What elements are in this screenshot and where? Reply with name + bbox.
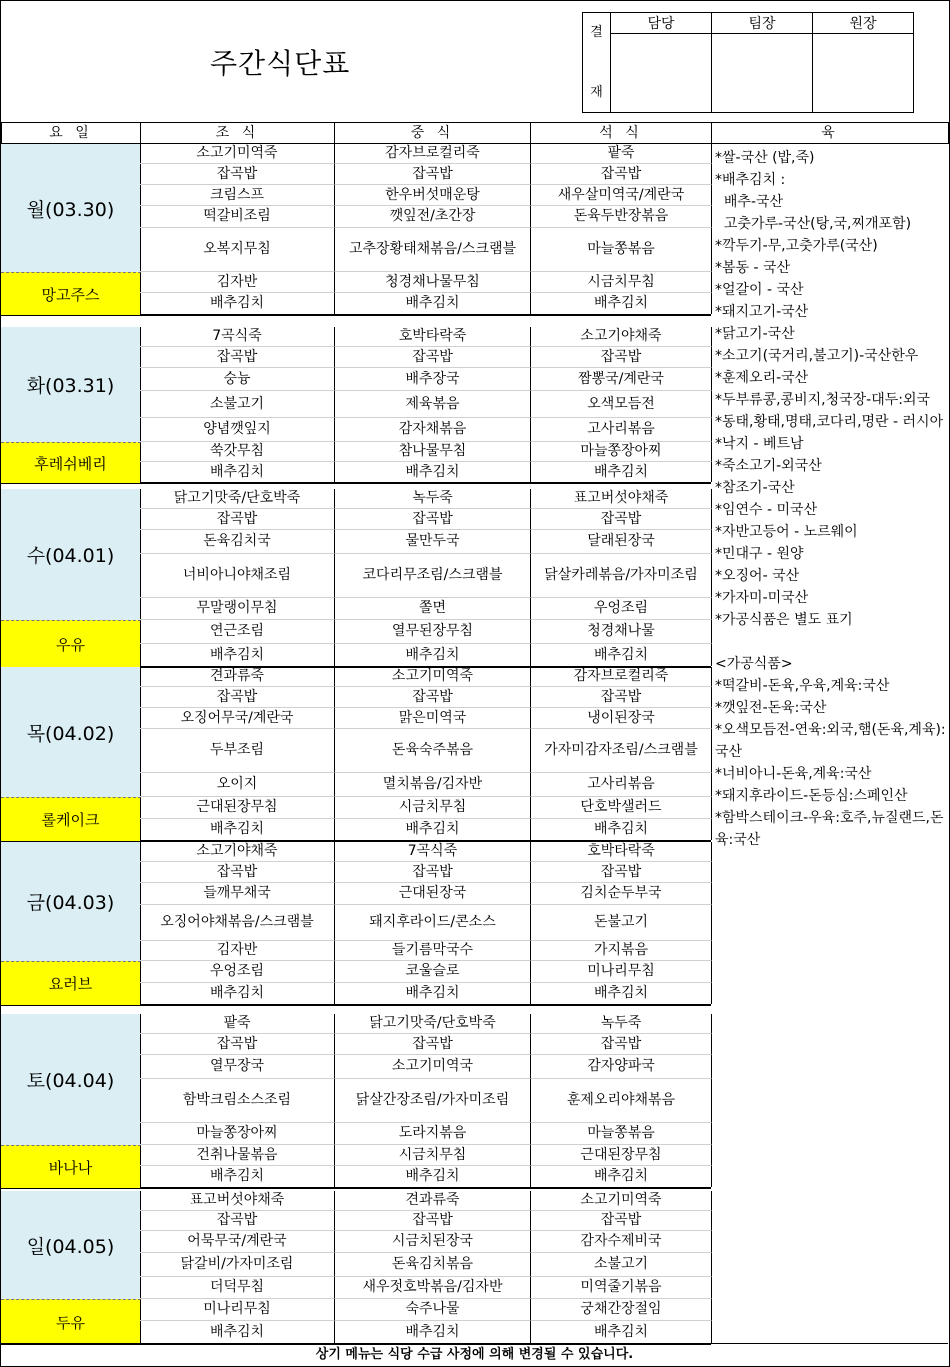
dinner-menu-item: 잡곡밥 (531, 687, 712, 708)
lunch-menu-item: 배추김치 (335, 462, 531, 482)
dessert-label: 요러브 (1, 961, 141, 1005)
dinner-menu-item: 근대된장무침 (531, 1145, 712, 1166)
lunch-menu-item: 배추김치 (335, 1321, 531, 1343)
lunch-menu-item: 잡곡밥 (335, 1211, 531, 1231)
lunch-menu-item: 배추김치 (335, 983, 531, 1004)
origin-note-line: *가공식품은 별도 표기 (715, 612, 853, 628)
dinner-menu-item: 녹두죽 (531, 1014, 712, 1034)
header-lunch: 중 식 (334, 122, 531, 144)
lunch-menu-item: 잡곡밥 (335, 1034, 531, 1055)
dinner-menu-item: 돈육두반장볶음 (531, 206, 712, 228)
origin-note-line: 고춧가루-국산(탕,국,찌개포함) (715, 216, 912, 232)
origin-note-line: 배추-국산 (715, 194, 784, 210)
breakfast-menu-item: 배추김치 (140, 644, 335, 666)
breakfast-menu-item: 잡곡밥 (140, 347, 335, 368)
lunch-menu-item: 한우버섯매운탕 (335, 185, 531, 206)
lunch-menu-item: 숙주나물 (335, 1299, 531, 1321)
dessert-label: 롤케이크 (1, 797, 141, 841)
lunch-menu-item: 시금치된장국 (335, 1231, 531, 1253)
dinner-menu-item: 소불고기 (531, 1253, 712, 1277)
dinner-menu-item: 잡곡밥 (531, 164, 712, 185)
lunch-menu-item: 잡곡밥 (335, 347, 531, 368)
lunch-menu-item: 배추김치 (335, 293, 531, 314)
approval-box (582, 12, 914, 113)
breakfast-menu-item: 오이지 (140, 773, 335, 797)
origin-note-line: *죽소고기-외국산 (715, 458, 822, 474)
lunch-menu-item: 배추김치 (335, 1166, 531, 1187)
signature-box-team-lead[interactable] (712, 34, 813, 113)
dinner-menu-item: 마늘쫑볶음 (531, 1123, 712, 1145)
dinner-menu-item: 감자브로컬리죽 (531, 667, 712, 687)
breakfast-menu-item: 떡갈비조림 (140, 206, 335, 228)
breakfast-menu-item: 잡곡밥 (140, 687, 335, 708)
dinner-menu-item: 훈제오리야채볶음 (531, 1079, 712, 1123)
dinner-menu-item: 가자미감자조림/스크램블 (531, 729, 712, 773)
origin-notes (712, 144, 948, 1343)
origin-note-line: *동태,황태,명태,코다리,명란 - 러시아 (715, 414, 944, 430)
approval-header-director: 원장 (813, 13, 914, 34)
origin-note-line: <가공식품> (715, 656, 793, 672)
approval-header-staff: 담당 (611, 13, 712, 34)
dinner-menu-item: 잡곡밥 (531, 1211, 712, 1231)
origin-note-line: *돼지후라이드-돈등심:스페인산 (715, 788, 908, 804)
origin-note-line: *떡갈비-돈육,우육,계육:국산 (715, 678, 890, 694)
breakfast-menu-item: 배추김치 (140, 1166, 335, 1187)
lunch-menu-item: 잡곡밥 (335, 862, 531, 883)
signature-box-staff[interactable] (611, 34, 712, 113)
lunch-menu-item: 돈육숙주볶음 (335, 729, 531, 773)
breakfast-menu-item: 잡곡밥 (140, 164, 335, 185)
breakfast-menu-item: 크림스프 (140, 185, 335, 206)
dinner-menu-item: 시금치무침 (531, 272, 712, 293)
lunch-menu-item: 감자브로컬리죽 (335, 144, 531, 164)
origin-note-line: *배추김치 : (715, 172, 786, 188)
day-label: 일(04.05) (1, 1191, 141, 1299)
dinner-menu-item: 배추김치 (531, 983, 712, 1004)
lunch-menu-item: 돼지후라이드/콘소스 (335, 905, 531, 941)
breakfast-menu-item: 견과류죽 (140, 667, 335, 687)
origin-note-line: *두부류콩,콩비지,청국장-대두:외국 (715, 392, 931, 408)
breakfast-menu-item: 함박크림소스조림 (140, 1079, 335, 1123)
lunch-menu-item: 잡곡밥 (335, 687, 531, 708)
lunch-menu-item: 참나물무침 (335, 442, 531, 462)
origin-note-line: *너비아니-돈육,계육:국산 (715, 766, 872, 782)
lunch-menu-item: 쫄면 (335, 598, 531, 620)
breakfast-menu-item: 숭늉 (140, 368, 335, 391)
breakfast-menu-item: 소불고기 (140, 391, 335, 418)
lunch-menu-item: 열무된장무침 (335, 620, 531, 644)
lunch-menu-item: 시금치무침 (335, 797, 531, 819)
breakfast-menu-item: 두부조림 (140, 729, 335, 773)
breakfast-menu-item: 오복지무침 (140, 228, 335, 272)
origin-note-line: *얼갈이 - 국산 (715, 282, 804, 298)
lunch-menu-item: 제육볶음 (335, 391, 531, 418)
breakfast-menu-item: 김자반 (140, 941, 335, 961)
origin-note-line: *봄동 - 국산 (715, 260, 791, 276)
day-block (1, 144, 711, 316)
breakfast-menu-item: 잡곡밥 (140, 1211, 335, 1231)
breakfast-menu-item: 닭고기맛죽/단호박죽 (140, 489, 335, 509)
origin-note-line: *닭고기-국산 (715, 326, 795, 342)
lunch-menu-item: 멸치볶음/김자반 (335, 773, 531, 797)
breakfast-menu-item: 7곡식죽 (140, 327, 335, 347)
breakfast-menu-item: 들깨무채국 (140, 883, 335, 905)
lunch-menu-item: 소고기미역국 (335, 1055, 531, 1079)
dinner-menu-item: 짬뽕국/계란국 (531, 368, 712, 391)
origin-note-line: *오징어- 국산 (715, 568, 800, 584)
dinner-menu-item: 마늘쫑볶음 (531, 228, 712, 272)
origin-note-line: *깍두기-무,고춧가루(국산) (715, 238, 878, 254)
origin-note-line: *쌀-국산 (밥,죽) (715, 150, 815, 166)
breakfast-menu-item: 닭갈비/가자미조림 (140, 1253, 335, 1277)
breakfast-menu-item: 너비아니야채조림 (140, 554, 335, 598)
breakfast-menu-item: 더덕무침 (140, 1277, 335, 1299)
breakfast-menu-item: 우엉조림 (140, 961, 335, 983)
origin-note-line: *깻잎전-돈육:국산 (715, 700, 827, 716)
dinner-menu-item: 우엉조림 (531, 598, 712, 620)
origin-note-line: *함박스테이크-우육:호주,뉴질랜드,돈육:국산 (715, 810, 944, 848)
origin-note-line: *가자미-미국산 (715, 590, 809, 606)
dinner-menu-item: 배추김치 (531, 293, 712, 314)
breakfast-menu-item: 잡곡밥 (140, 509, 335, 530)
lunch-menu-item: 도라지볶음 (335, 1123, 531, 1145)
day-block (1, 667, 711, 842)
dinner-menu-item: 고사리볶음 (531, 418, 712, 442)
origin-note-line: *낙지 - 베트남 (715, 436, 804, 452)
breakfast-menu-item: 연근조림 (140, 620, 335, 644)
lunch-menu-item: 고추장황태채볶음/스크램블 (335, 228, 531, 272)
dinner-menu-item: 돈불고기 (531, 905, 712, 941)
header-breakfast: 조 식 (140, 122, 335, 144)
dinner-menu-item: 감자양파국 (531, 1055, 712, 1079)
dinner-menu-item: 김치순두부국 (531, 883, 712, 905)
breakfast-menu-item: 쑥갓무침 (140, 442, 335, 462)
header-origin: 육 (711, 122, 949, 144)
day-block (1, 842, 711, 1006)
breakfast-menu-item: 건취나물볶음 (140, 1145, 335, 1166)
lunch-menu-item: 근대된장국 (335, 883, 531, 905)
breakfast-menu-item: 돈육김치국 (140, 530, 335, 554)
day-label: 금(04.03) (1, 842, 141, 961)
breakfast-menu-item: 양념깻잎지 (140, 418, 335, 442)
lunch-menu-item: 감자채볶음 (335, 418, 531, 442)
dinner-menu-item: 가지볶음 (531, 941, 712, 961)
dinner-menu-item: 미나리무침 (531, 961, 712, 983)
lunch-menu-item: 녹두죽 (335, 489, 531, 509)
day-block (1, 327, 711, 484)
dessert-label: 우유 (1, 620, 141, 667)
footer-notice: 상기 메뉴는 식당 수급 사정에 의해 변경될 수 있습니다. (1, 1343, 948, 1366)
dinner-menu-item: 소고기야채죽 (531, 327, 712, 347)
day-label: 수(04.01) (1, 489, 141, 620)
origin-note-line: *참조기-국산 (715, 480, 795, 496)
lunch-menu-item: 7곡식죽 (335, 842, 531, 862)
lunch-menu-item: 닭살간장조림/가자미조림 (335, 1079, 531, 1123)
origin-note-line: *임연수 - 미국산 (715, 502, 818, 518)
dinner-menu-item: 팥죽 (531, 144, 712, 164)
lunch-menu-item: 코다리무조림/스크램블 (335, 554, 531, 598)
dinner-menu-item: 잡곡밥 (531, 862, 712, 883)
signature-box-director[interactable] (813, 34, 914, 113)
dinner-menu-item: 단호박샐러드 (531, 797, 712, 819)
breakfast-menu-item: 팥죽 (140, 1014, 335, 1034)
lunch-menu-item: 배추김치 (335, 819, 531, 840)
dinner-menu-item: 배추김치 (531, 644, 712, 666)
dinner-menu-item: 새우살미역국/계란국 (531, 185, 712, 206)
origin-note-line: *소고기(국거리,불고기)-국산한우 (715, 348, 919, 364)
lunch-menu-item: 잡곡밥 (335, 509, 531, 530)
lunch-menu-item: 물만두국 (335, 530, 531, 554)
dinner-menu-item: 닭살카레볶음/가자미조림 (531, 554, 712, 598)
day-block (1, 1191, 711, 1345)
dinner-menu-item: 감자수제비국 (531, 1231, 712, 1253)
dinner-menu-item: 호박타락죽 (531, 842, 712, 862)
dinner-menu-item: 소고기미역죽 (531, 1191, 712, 1211)
dinner-menu-item: 오색모듬전 (531, 391, 712, 418)
breakfast-menu-item: 표고버섯야채죽 (140, 1191, 335, 1211)
dinner-menu-item: 배추김치 (531, 462, 712, 482)
dessert-label: 바나나 (1, 1145, 141, 1188)
dinner-menu-item: 마늘쫑장아찌 (531, 442, 712, 462)
dinner-menu-item: 냉이된장국 (531, 708, 712, 729)
origin-note-line: *오색모듬전-연육:외국,햄(돈육,계육):국산 (715, 722, 946, 760)
breakfast-menu-item: 잡곡밥 (140, 862, 335, 883)
breakfast-menu-item: 무말랭이무침 (140, 598, 335, 620)
dessert-label: 두유 (1, 1299, 141, 1344)
dinner-menu-item: 배추김치 (531, 1321, 712, 1343)
breakfast-menu-item: 미나리무침 (140, 1299, 335, 1321)
lunch-menu-item: 잡곡밥 (335, 164, 531, 185)
page-title: 주간식단표 (210, 47, 351, 80)
dinner-menu-item: 청경채나물 (531, 620, 712, 644)
lunch-menu-item: 호박타락죽 (335, 327, 531, 347)
day-label: 월(03.30) (1, 144, 141, 272)
lunch-menu-item: 견과류죽 (335, 1191, 531, 1211)
breakfast-menu-item: 배추김치 (140, 983, 335, 1004)
lunch-menu-item: 깻잎전/초간장 (335, 206, 531, 228)
dinner-menu-item: 달래된장국 (531, 530, 712, 554)
dinner-menu-item: 잡곡밥 (531, 509, 712, 530)
breakfast-menu-item: 오징어무국/계란국 (140, 708, 335, 729)
breakfast-menu-item: 배추김치 (140, 293, 335, 314)
dinner-menu-item: 고사리볶음 (531, 773, 712, 797)
lunch-menu-item: 시금치무침 (335, 1145, 531, 1166)
lunch-menu-item: 새우젓호박볶음/김자반 (335, 1277, 531, 1299)
dessert-label: 후레쉬베리 (1, 442, 141, 483)
header-day: 요 일 (1, 122, 141, 144)
lunch-menu-item: 소고기미역죽 (335, 667, 531, 687)
breakfast-menu-item: 열무장국 (140, 1055, 335, 1079)
breakfast-menu-item: 배추김치 (140, 819, 335, 840)
day-label: 목(04.02) (1, 667, 141, 797)
breakfast-menu-item: 소고기미역죽 (140, 144, 335, 164)
breakfast-menu-item: 소고기야채죽 (140, 842, 335, 862)
dinner-menu-item: 표고버섯야채죽 (531, 489, 712, 509)
breakfast-menu-item: 오징어야채볶음/스크램블 (140, 905, 335, 941)
lunch-menu-item: 청경채나물무침 (335, 272, 531, 293)
breakfast-menu-item: 배추김치 (140, 462, 335, 482)
origin-note-line: *돼지고기-국산 (715, 304, 809, 320)
approval-side-label: 결 재 (583, 13, 611, 113)
origin-note-line: *민대구 - 원양 (715, 546, 804, 562)
dinner-menu-item: 배추김치 (531, 1166, 712, 1187)
day-label: 토(04.04) (1, 1014, 141, 1145)
origin-note-line: *훈제오리-국산 (715, 370, 809, 386)
header-dinner: 석 식 (530, 122, 712, 144)
day-block (1, 489, 711, 668)
lunch-menu-item: 닭고기맛죽/단호박죽 (335, 1014, 531, 1034)
origin-note-line (715, 631, 946, 653)
day-label: 화(03.31) (1, 327, 141, 442)
dinner-menu-item: 배추김치 (531, 819, 712, 840)
dessert-label: 망고주스 (1, 272, 141, 315)
dinner-menu-item: 잡곡밥 (531, 347, 712, 368)
lunch-menu-item: 들기름막국수 (335, 941, 531, 961)
day-block (1, 1014, 711, 1189)
lunch-menu-item: 배추김치 (335, 644, 531, 666)
breakfast-menu-item: 배추김치 (140, 1321, 335, 1343)
lunch-menu-item: 맑은미역국 (335, 708, 531, 729)
lunch-menu-item: 코울슬로 (335, 961, 531, 983)
breakfast-menu-item: 잡곡밥 (140, 1034, 335, 1055)
breakfast-menu-item: 김자반 (140, 272, 335, 293)
breakfast-menu-item: 어묵무국/계란국 (140, 1231, 335, 1253)
lunch-menu-item: 배추장국 (335, 368, 531, 391)
origin-note-line: *자반고등어 - 노르웨이 (715, 524, 858, 540)
dinner-menu-item: 궁채간장절임 (531, 1299, 712, 1321)
dinner-menu-item: 잡곡밥 (531, 1034, 712, 1055)
breakfast-menu-item: 마늘쫑장아찌 (140, 1123, 335, 1145)
approval-header-team-lead: 팀장 (712, 13, 813, 34)
dinner-menu-item: 미역줄기볶음 (531, 1277, 712, 1299)
lunch-menu-item: 돈육김치볶음 (335, 1253, 531, 1277)
breakfast-menu-item: 근대된장무침 (140, 797, 335, 819)
